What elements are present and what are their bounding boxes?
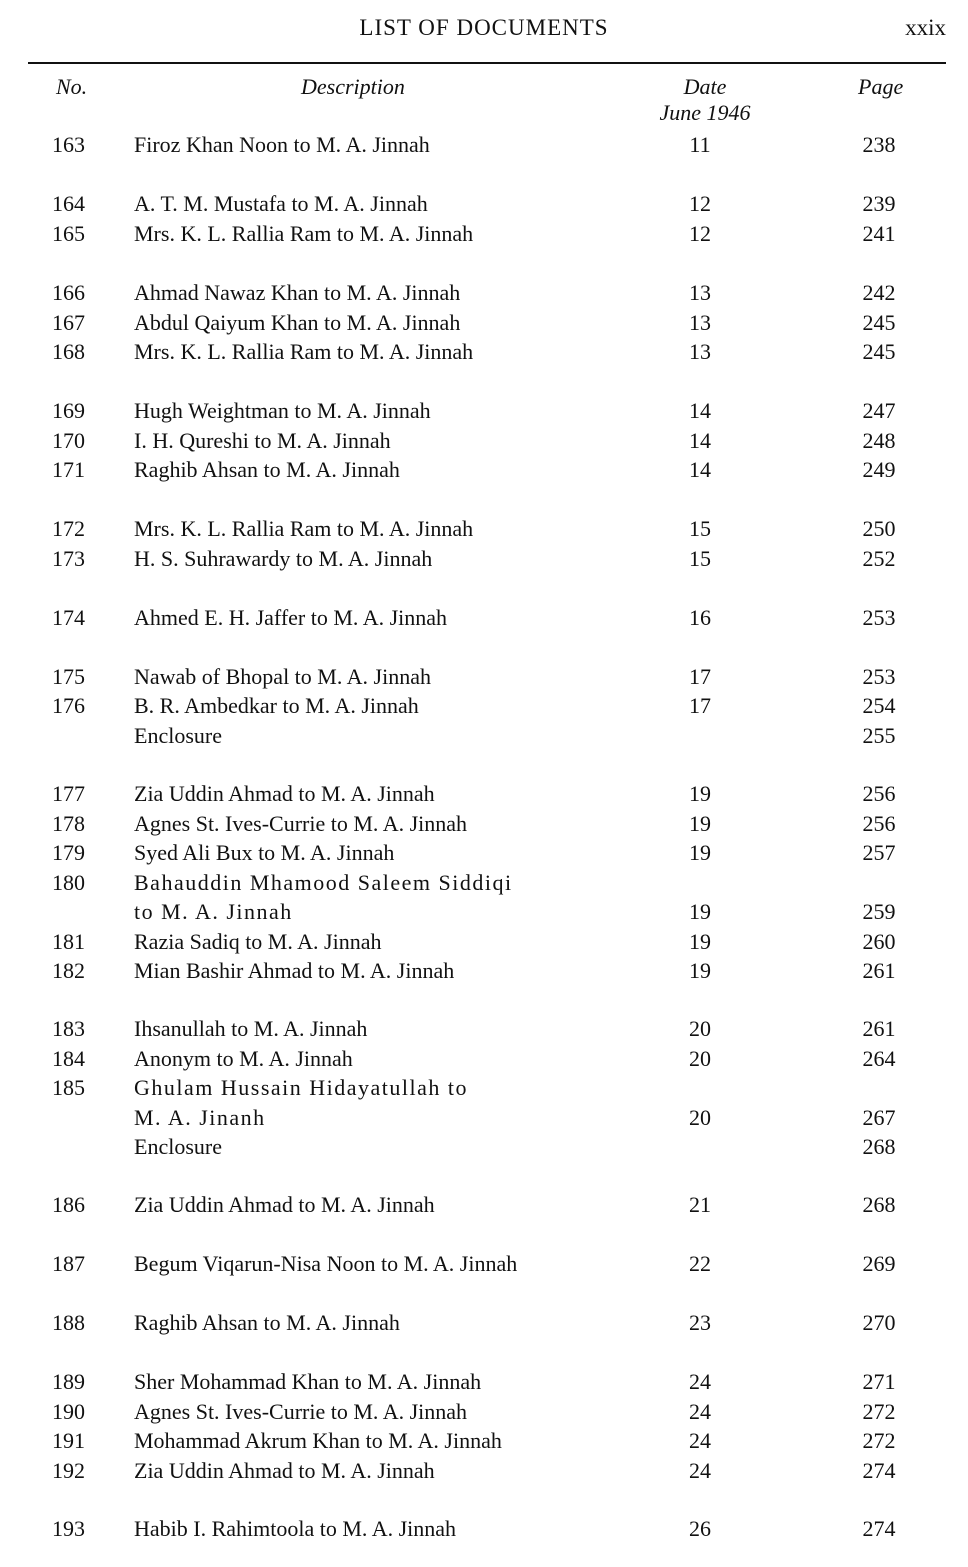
entry-number: 167	[52, 310, 85, 335]
entry-date: 15	[689, 546, 711, 571]
entry-description: Syed Ali Bux to M. A. Jinnah	[134, 840, 395, 865]
entry-number: 164	[52, 191, 85, 216]
entry-date: 14	[689, 398, 711, 423]
entry-description: Ihsanullah to M. A. Jinnah	[134, 1016, 368, 1041]
table-row	[0, 664, 968, 694]
entry-description: Raghib Ahsan to M. A. Jinnah	[134, 1310, 400, 1335]
page-number: xxix	[905, 15, 946, 40]
entry-number: 181	[52, 929, 85, 954]
entry-number: 183	[52, 1016, 85, 1041]
entry-number: 187	[52, 1251, 85, 1276]
entry-number: 173	[52, 546, 85, 571]
entry-page: 268	[862, 1192, 896, 1217]
entry-date: 24	[689, 1399, 711, 1424]
entry-date: 20	[689, 1016, 711, 1041]
entry-page: 249	[862, 457, 896, 482]
entry-description: Abdul Qaiyum Khan to M. A. Jinnah	[134, 310, 461, 335]
entry-page: 272	[862, 1399, 896, 1424]
entry-page: 259	[862, 899, 896, 924]
table-row	[0, 546, 968, 576]
entry-date: 24	[689, 1458, 711, 1483]
entry-description: Ghulam Hussain Hidayatullah to	[134, 1075, 469, 1100]
entry-date: 14	[689, 428, 711, 453]
entry-date: 16	[689, 605, 711, 630]
entry-date: 19	[689, 958, 711, 983]
column-header-date	[620, 74, 790, 126]
table-row	[0, 1105, 968, 1135]
table-row	[0, 339, 968, 369]
entry-description: Mohammad Akrum Khan to M. A. Jinnah	[134, 1428, 502, 1453]
entry-description: Begum Viqarun-Nisa Noon to M. A. Jinnah	[134, 1251, 518, 1276]
entry-number: 193	[52, 1516, 85, 1541]
entry-description: Anonym to M. A. Jinnah	[134, 1046, 353, 1071]
column-header-description: Description	[301, 74, 405, 99]
table-row	[0, 811, 968, 841]
entry-date: 21	[689, 1192, 711, 1217]
entry-page: 250	[862, 516, 896, 541]
entry-page: 252	[862, 546, 896, 571]
table-row	[0, 1516, 968, 1546]
entry-number: 171	[52, 457, 85, 482]
entry-number: 163	[52, 132, 85, 157]
entry-number: 166	[52, 280, 85, 305]
table-row	[0, 781, 968, 811]
table-row	[0, 1458, 968, 1488]
table-row	[0, 1428, 968, 1458]
entry-description: H. S. Suhrawardy to M. A. Jinnah	[134, 546, 433, 571]
table-row	[0, 1134, 968, 1164]
table-row	[0, 723, 968, 753]
entry-page: 253	[862, 605, 896, 630]
header-rule	[28, 62, 946, 64]
entry-description: Hugh Weightman to M. A. Jinnah	[134, 398, 431, 423]
entry-date: 13	[689, 310, 711, 335]
table-row	[0, 1310, 968, 1340]
column-header-date-month: June 1946	[659, 100, 751, 125]
table-row	[0, 1369, 968, 1399]
entry-page: 239	[862, 191, 896, 216]
entry-number: 176	[52, 693, 85, 718]
entry-description: Enclosure	[134, 723, 222, 748]
entry-number: 180	[52, 870, 85, 895]
entry-date: 15	[689, 516, 711, 541]
entry-number: 188	[52, 1310, 85, 1335]
entry-date: 23	[689, 1310, 711, 1335]
entry-page: 260	[862, 929, 896, 954]
entry-page: 272	[862, 1428, 896, 1453]
entry-date: 24	[689, 1428, 711, 1453]
entry-page: 257	[862, 840, 896, 865]
entry-description: A. T. M. Mustafa to M. A. Jinnah	[134, 191, 428, 216]
entry-number: 174	[52, 605, 85, 630]
entry-description: B. R. Ambedkar to M. A. Jinnah	[134, 693, 419, 718]
entry-number: 178	[52, 811, 85, 836]
entry-page: 253	[862, 664, 896, 689]
entry-page: 254	[862, 693, 896, 718]
entry-date: 17	[689, 693, 711, 718]
running-title: LIST OF DOCUMENTS	[359, 15, 609, 40]
table-row	[0, 1399, 968, 1429]
entry-number: 185	[52, 1075, 85, 1100]
column-header-no: No.	[56, 74, 88, 99]
entry-date: 26	[689, 1516, 711, 1541]
entry-description: Ahmad Nawaz Khan to M. A. Jinnah	[134, 280, 461, 305]
entry-date: 12	[689, 221, 711, 246]
table-row	[0, 958, 968, 988]
table-row	[0, 132, 968, 162]
entry-number: 169	[52, 398, 85, 423]
entry-description: Habib I. Rahimtoola to M. A. Jinnah	[134, 1516, 457, 1541]
entry-page: 267	[862, 1105, 896, 1130]
page-header	[0, 0, 968, 60]
table-row	[0, 840, 968, 870]
entry-date: 19	[689, 840, 711, 865]
entry-date: 19	[689, 781, 711, 806]
table-row	[0, 457, 968, 487]
entry-date: 11	[689, 132, 711, 157]
table-row	[0, 310, 968, 340]
entry-description: Bahauddin Mhamood Saleem Siddiqi	[134, 870, 513, 895]
entry-page: 269	[862, 1251, 896, 1276]
table-row	[0, 899, 968, 929]
entry-page: 264	[862, 1046, 896, 1071]
table-row	[0, 398, 968, 428]
entry-number: 190	[52, 1399, 85, 1424]
entry-number: 179	[52, 840, 85, 865]
entry-page: 256	[862, 811, 896, 836]
entry-description: Mian Bashir Ahmad to M. A. Jinnah	[134, 958, 455, 983]
entry-page: 271	[862, 1369, 896, 1394]
entry-description: Firoz Khan Noon to M. A. Jinnah	[134, 132, 430, 157]
entry-date: 20	[689, 1046, 711, 1071]
table-row	[0, 1251, 968, 1281]
entry-page: 245	[862, 339, 896, 364]
entry-description: Nawab of Bhopal to M. A. Jinnah	[134, 664, 431, 689]
entry-date: 24	[689, 1369, 711, 1394]
table-row	[0, 1075, 968, 1105]
entry-date: 22	[689, 1251, 711, 1276]
entry-page: 274	[862, 1458, 896, 1483]
table-row	[0, 870, 968, 900]
entry-number: 191	[52, 1428, 85, 1453]
entry-date: 12	[689, 191, 711, 216]
column-header-date-label: Date	[683, 74, 727, 99]
table-row	[0, 516, 968, 546]
entry-page: 241	[862, 221, 896, 246]
entry-date: 14	[689, 457, 711, 482]
entry-description: Enclosure	[134, 1134, 222, 1159]
entry-description: Zia Uddin Ahmad to M. A. Jinnah	[134, 1458, 435, 1483]
entry-number: 170	[52, 428, 85, 453]
entry-page: 245	[862, 310, 896, 335]
entry-date: 19	[689, 929, 711, 954]
entry-date: 13	[689, 339, 711, 364]
entry-date: 19	[689, 899, 711, 924]
table-row	[0, 693, 968, 723]
entry-description: Mrs. K. L. Rallia Ram to M. A. Jinnah	[134, 516, 474, 541]
table-row	[0, 191, 968, 221]
entry-description: Zia Uddin Ahmad to M. A. Jinnah	[134, 781, 435, 806]
entry-page: 268	[862, 1134, 896, 1159]
table-row	[0, 1192, 968, 1222]
entry-number: 184	[52, 1046, 85, 1071]
entry-page: 270	[862, 1310, 896, 1335]
entry-description: Sher Mohammad Khan to M. A. Jinnah	[134, 1369, 482, 1394]
entry-number: 165	[52, 221, 85, 246]
table-row	[0, 1016, 968, 1046]
entry-description: Zia Uddin Ahmad to M. A. Jinnah	[134, 1192, 435, 1217]
entry-description: Mrs. K. L. Rallia Ram to M. A. Jinnah	[134, 221, 474, 246]
table-row	[0, 1046, 968, 1076]
entry-description: Razia Sadiq to M. A. Jinnah	[134, 929, 382, 954]
entry-number: 186	[52, 1192, 85, 1217]
entry-page: 255	[862, 723, 896, 748]
entry-description: M. A. Jinanh	[134, 1105, 266, 1130]
table-row	[0, 929, 968, 959]
entry-page: 242	[862, 280, 896, 305]
entry-description: Ahmed E. H. Jaffer to M. A. Jinnah	[134, 605, 448, 630]
table-row	[0, 605, 968, 635]
entry-page: 248	[862, 428, 896, 453]
entry-date: 13	[689, 280, 711, 305]
entry-page: 261	[862, 958, 896, 983]
entry-description: Mrs. K. L. Rallia Ram to M. A. Jinnah	[134, 339, 474, 364]
entry-page: 261	[862, 1016, 896, 1041]
entry-number: 175	[52, 664, 85, 689]
entry-number: 172	[52, 516, 85, 541]
entry-number: 168	[52, 339, 85, 364]
entry-number: 192	[52, 1458, 85, 1483]
entry-description: Agnes St. Ives-Currie to M. A. Jinnah	[134, 1399, 468, 1424]
entry-description: Raghib Ahsan to M. A. Jinnah	[134, 457, 400, 482]
entry-page: 274	[862, 1516, 896, 1541]
column-header-page: Page	[858, 74, 904, 99]
entry-description: to M. A. Jinnah	[134, 899, 293, 924]
entry-description: I. H. Qureshi to M. A. Jinnah	[134, 428, 391, 453]
entry-page: 256	[862, 781, 896, 806]
table-row	[0, 280, 968, 310]
entry-number: 177	[52, 781, 85, 806]
entry-number: 182	[52, 958, 85, 983]
entry-date: 20	[689, 1105, 711, 1130]
entry-date: 19	[689, 811, 711, 836]
entry-description: Agnes St. Ives-Currie to M. A. Jinnah	[134, 811, 468, 836]
entry-date: 17	[689, 664, 711, 689]
entry-page: 247	[862, 398, 896, 423]
entry-number: 189	[52, 1369, 85, 1394]
table-row	[0, 221, 968, 251]
entry-page: 238	[862, 132, 896, 157]
table-row	[0, 428, 968, 458]
